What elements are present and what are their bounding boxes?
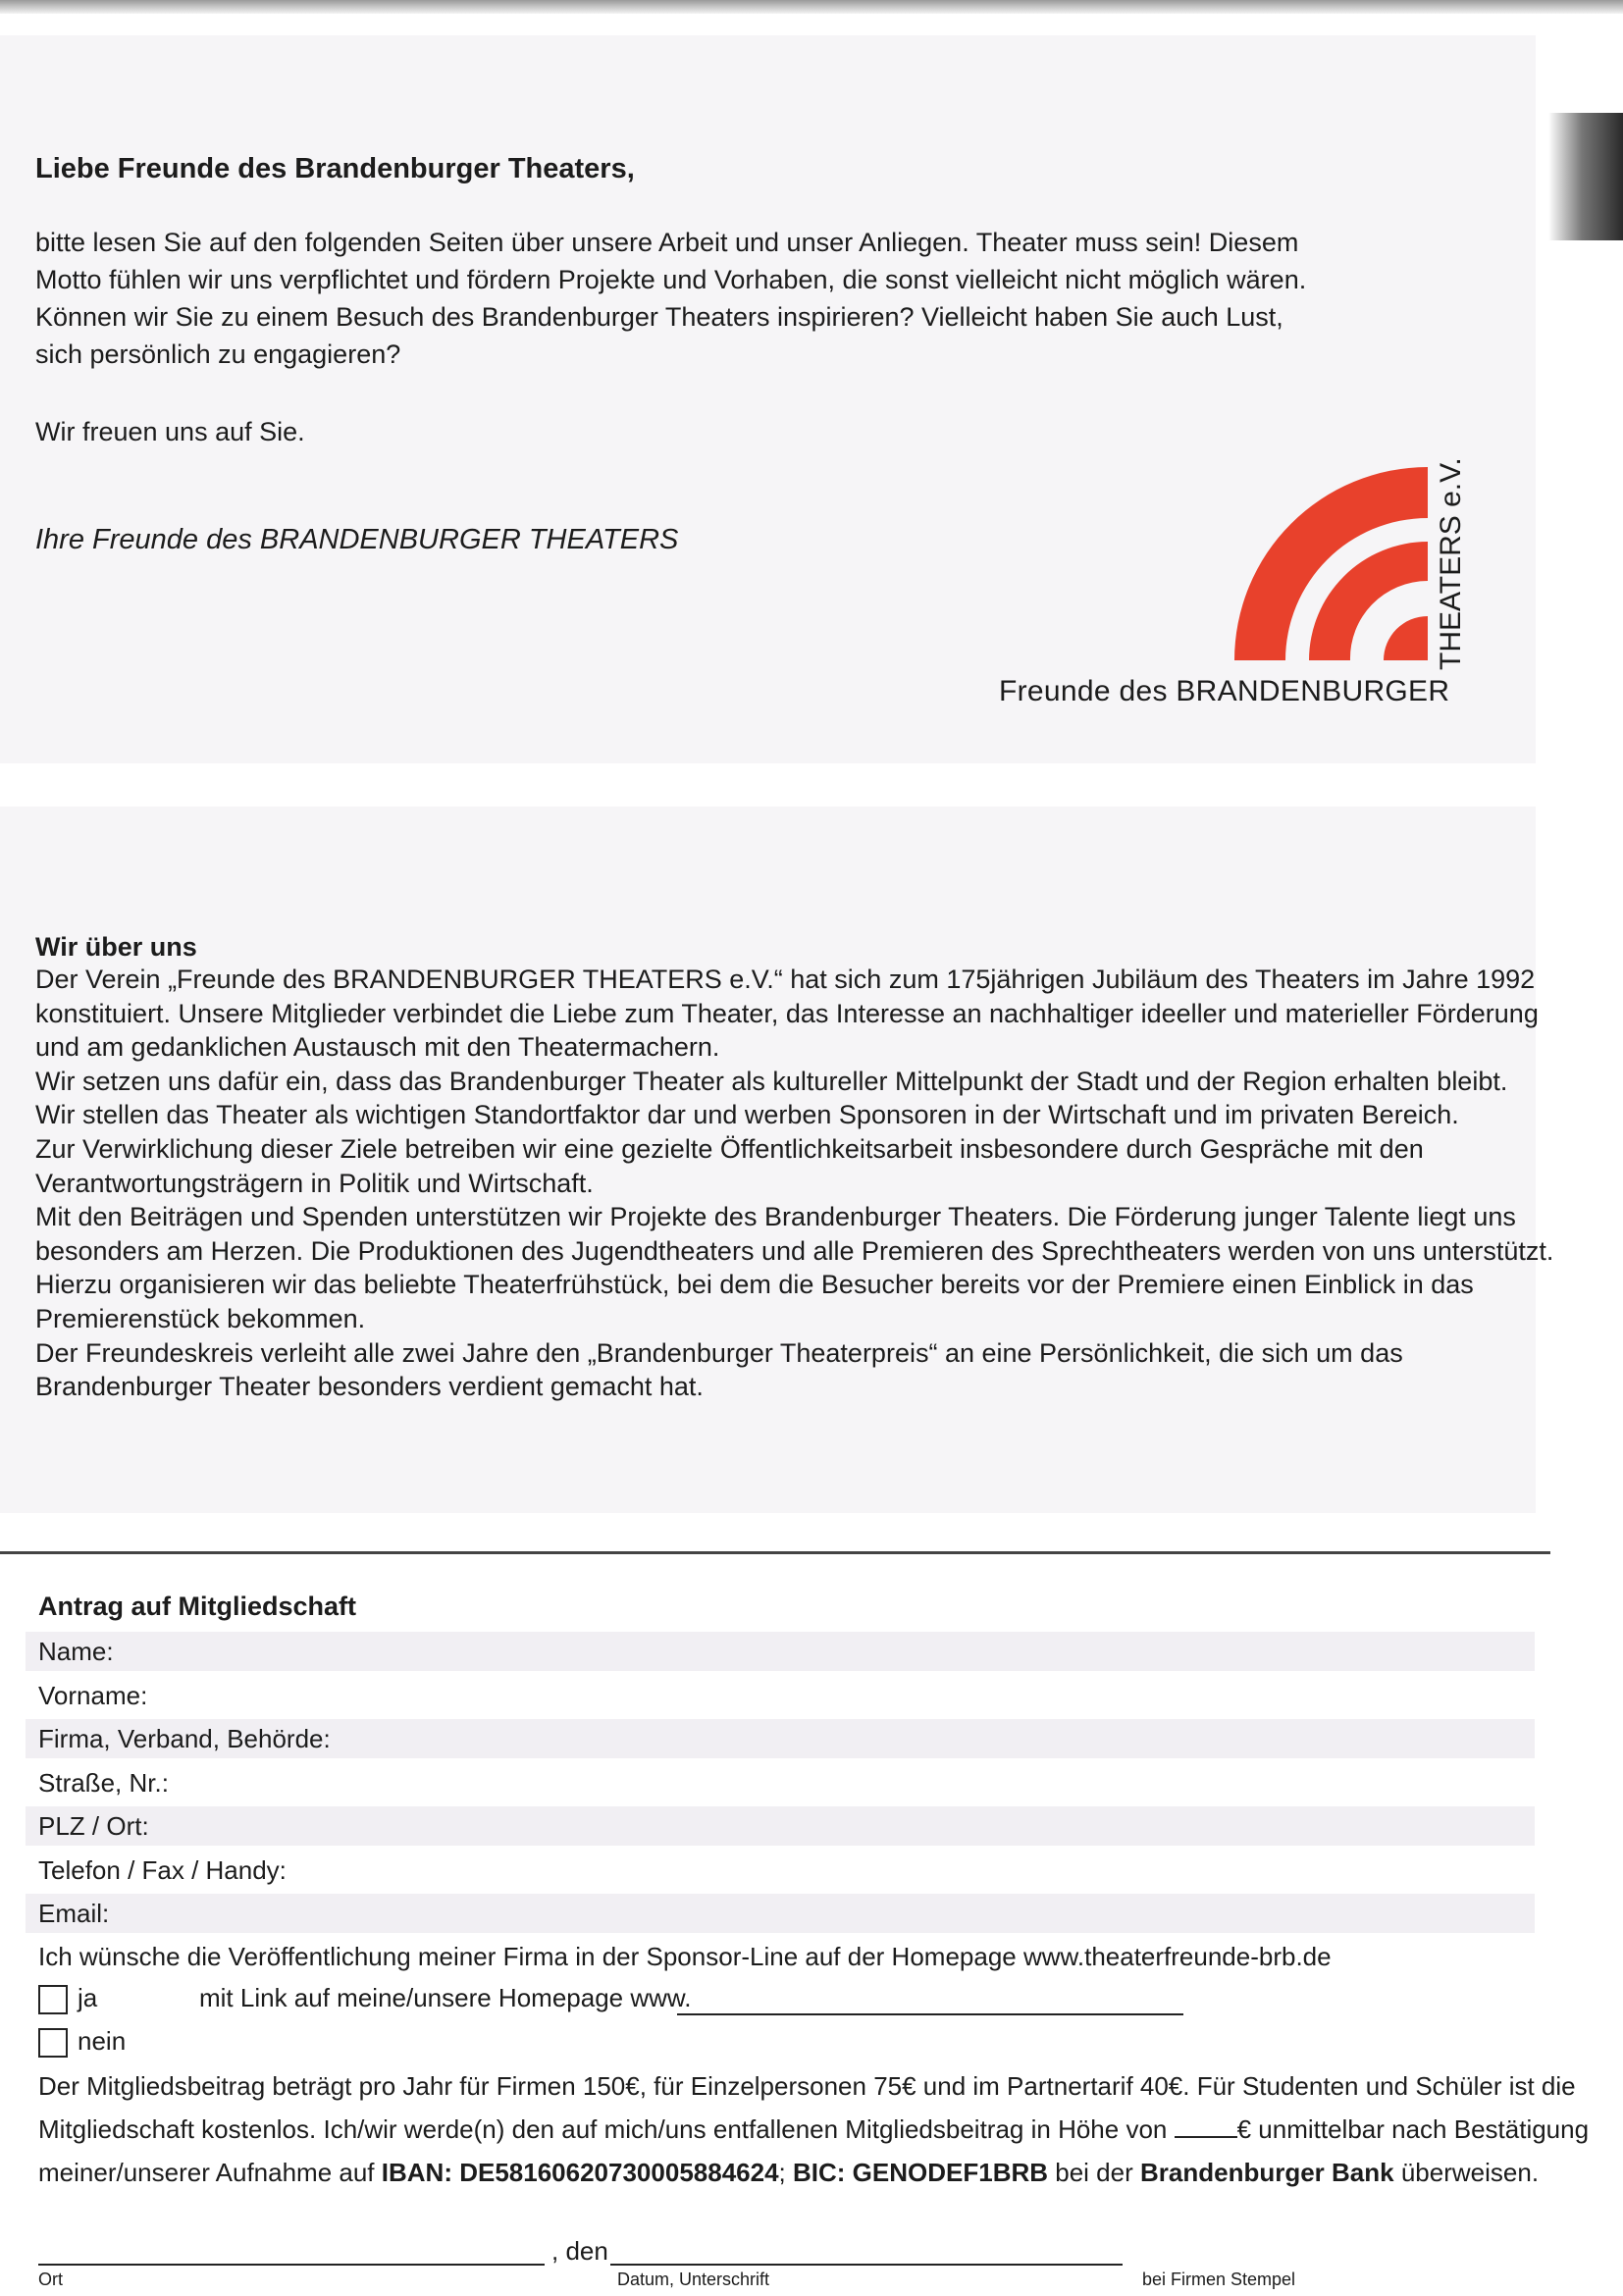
caption-ort: Ort [38,2270,63,2289]
caption-stempel: bei Firmen Stempel [1142,2270,1296,2289]
about-line: Wir stellen das Theater als wichtigen Standortfaktor dar und werben Sponsoren in der Wirtschaft und im privaten Bereich. [35,1100,1459,1130]
field-email[interactable] [26,1894,1535,1933]
about-line: und am gedanklichen Austausch mit den Theatermachern. [35,1032,720,1063]
about-title: Wir über uns [35,932,197,962]
field-strasse[interactable] [26,1763,1535,1802]
sponsor-line-text [26,1937,1535,1976]
intro-line: Motto fühlen wir uns verpflichtet und fördern Projekte und Vorhaben, die sonst vielleicht nicht möglich wären. [35,265,1307,294]
signature-input-line[interactable] [610,2264,1123,2266]
about-line: Premierenstück bekommen. [35,1303,366,1333]
option-no-label: nein [78,2026,127,2056]
letter-greeting: Liebe Freunde des Brandenburger Theaters, [35,153,635,184]
about-line: Hierzu organisieren wir das beliebte Theaterfrühstück, bei dem die Besucher bereits vor der Premiere einen Einblick in das [35,1270,1474,1300]
logo-vertical-text: THEATERS e.V. [1435,457,1467,670]
checkbox-yes[interactable] [38,1985,68,2014]
homepage-input-line[interactable] [677,2013,1183,2015]
field-firma[interactable] [26,1719,1535,1758]
logo-caption: Freunde des BRANDENBURGER [999,675,1450,707]
field-label: Vorname: [38,1681,148,1710]
about-line: Wir setzen uns dafür ein, dass das Brandenburger Theater als kultureller Mittelpunkt der Stadt und der Region erhalten bleibt. [35,1066,1508,1096]
about-line: Der Freundeskreis verleiht alle zwei Jahre den „Brandenburger Theaterpreis“ an eine Persönlichkeit, die sich um das [35,1337,1403,1368]
form-divider [0,1551,1550,1554]
field-name[interactable] [26,1632,1535,1671]
field-label: Straße, Nr.: [38,1768,169,1798]
option-yes[interactable] [38,1981,97,2014]
about-line: besonders am Herzen. Die Produktionen des Jugendtheaters und alle Premieren des Sprechtheaters werden von uns unterstützt. [35,1235,1554,1266]
field-label: PLZ / Ort: [38,1811,149,1841]
amount-input-line[interactable] [1175,2114,1237,2138]
option-yes-label: ja [78,1983,98,2012]
scan-edge-shadow-right [1548,113,1623,240]
fee-text: meiner/unserer Aufnahme auf [38,2158,375,2187]
fee-text: Mitgliedschaft kostenlos. Ich/wir werde(n) den auf mich/uns entfallenen Mitgliedsbeitrag in Höhe von [38,2114,1168,2144]
option-no[interactable] [38,2024,126,2058]
about-line: Mit den Beiträgen und Spenden unterstützen wir Projekte des Brandenburger Theaters. Die Förderung junger Talente liegt uns [35,1202,1516,1232]
field-label: Email: [38,1899,110,1928]
separator: ; [778,2158,786,2187]
checkbox-no[interactable] [38,2028,68,2058]
caption-datum: Datum, Unterschrift [617,2270,770,2289]
bic: BIC: GENODEF1BRB [793,2158,1049,2187]
sponsor-line-label: Ich wünsche die Veröffentlichung meiner Firma in der Sponsor-Line auf der Homepage www.theaterfreunde-brb.de [38,1942,1332,1971]
about-line: Der Verein „Freunde des BRANDENBURGER THEATERS e.V.“ hat sich zum 175jährigen Jubiläum des Theaters im Jahre 1992 [35,965,1536,994]
fee-line [38,2158,1549,2188]
form-title: Antrag auf Mitgliedschaft [38,1592,357,1621]
fee-line: Der Mitgliedsbeitrag beträgt pro Jahr für Firmen 150€, für Einzelpersonen 75€ und im Partnertarif 40€. Für Studenten und Schüler ist die [38,2071,1576,2101]
about-line: konstituiert. Unsere Mitglieder verbindet die Liebe zum Theater, das Interesse an nachhaltiger ideeller und materieller Förderung [35,998,1539,1028]
intro-line: Können wir Sie zu einem Besuch des Brandenburger Theaters inspirieren? Vielleicht haben Sie auch Lust, [35,302,1283,332]
homepage-link-label: mit Link auf meine/unsere Homepage www. [199,1983,692,2012]
fee-line [38,2114,1590,2145]
field-plz-ort[interactable] [26,1806,1535,1846]
field-label: Name: [38,1637,114,1666]
place-input-line[interactable] [38,2264,545,2266]
scan-edge-shadow [0,0,1623,14]
about-line: Verantwortungsträgern in Politik und Wirtschaft. [35,1168,594,1198]
intro-line: bitte lesen Sie auf den folgenden Seiten über unsere Arbeit und unser Anliegen. Theater muss sein! Diesem [35,228,1299,257]
fee-text: € unmittelbar nach Bestätigung [1236,2114,1590,2144]
den-label: , den [551,2236,608,2266]
field-vorname[interactable] [26,1676,1535,1715]
letter-closing: Wir freuen uns auf Sie. [35,417,305,446]
iban: IBAN: DE58160620730005884624 [381,2158,779,2187]
about-line: Zur Verwirklichung dieser Ziele betreiben wir eine gezielte Öffentlichkeitsarbeit insbesondere durch Gespräche mit den [35,1133,1424,1164]
field-label: Firma, Verband, Behörde: [38,1724,331,1753]
field-telefon[interactable] [26,1851,1535,1890]
fee-text: überweisen. [1400,2158,1540,2187]
about-text [35,963,1554,1404]
about-line: Brandenburger Theater besonders verdient gemacht hat. [35,1372,704,1402]
letter-intro [35,224,1507,373]
intro-line: sich persönlich zu engagieren? [35,339,401,369]
letter-signature: Ihre Freunde des BRANDENBURGER THEATERS [35,524,679,555]
theater-logo-icon [1227,461,1442,677]
bank-name: Brandenburger Bank [1140,2158,1394,2187]
field-label: Telefon / Fax / Handy: [38,1855,287,1885]
fee-text: bei der [1055,2158,1133,2187]
